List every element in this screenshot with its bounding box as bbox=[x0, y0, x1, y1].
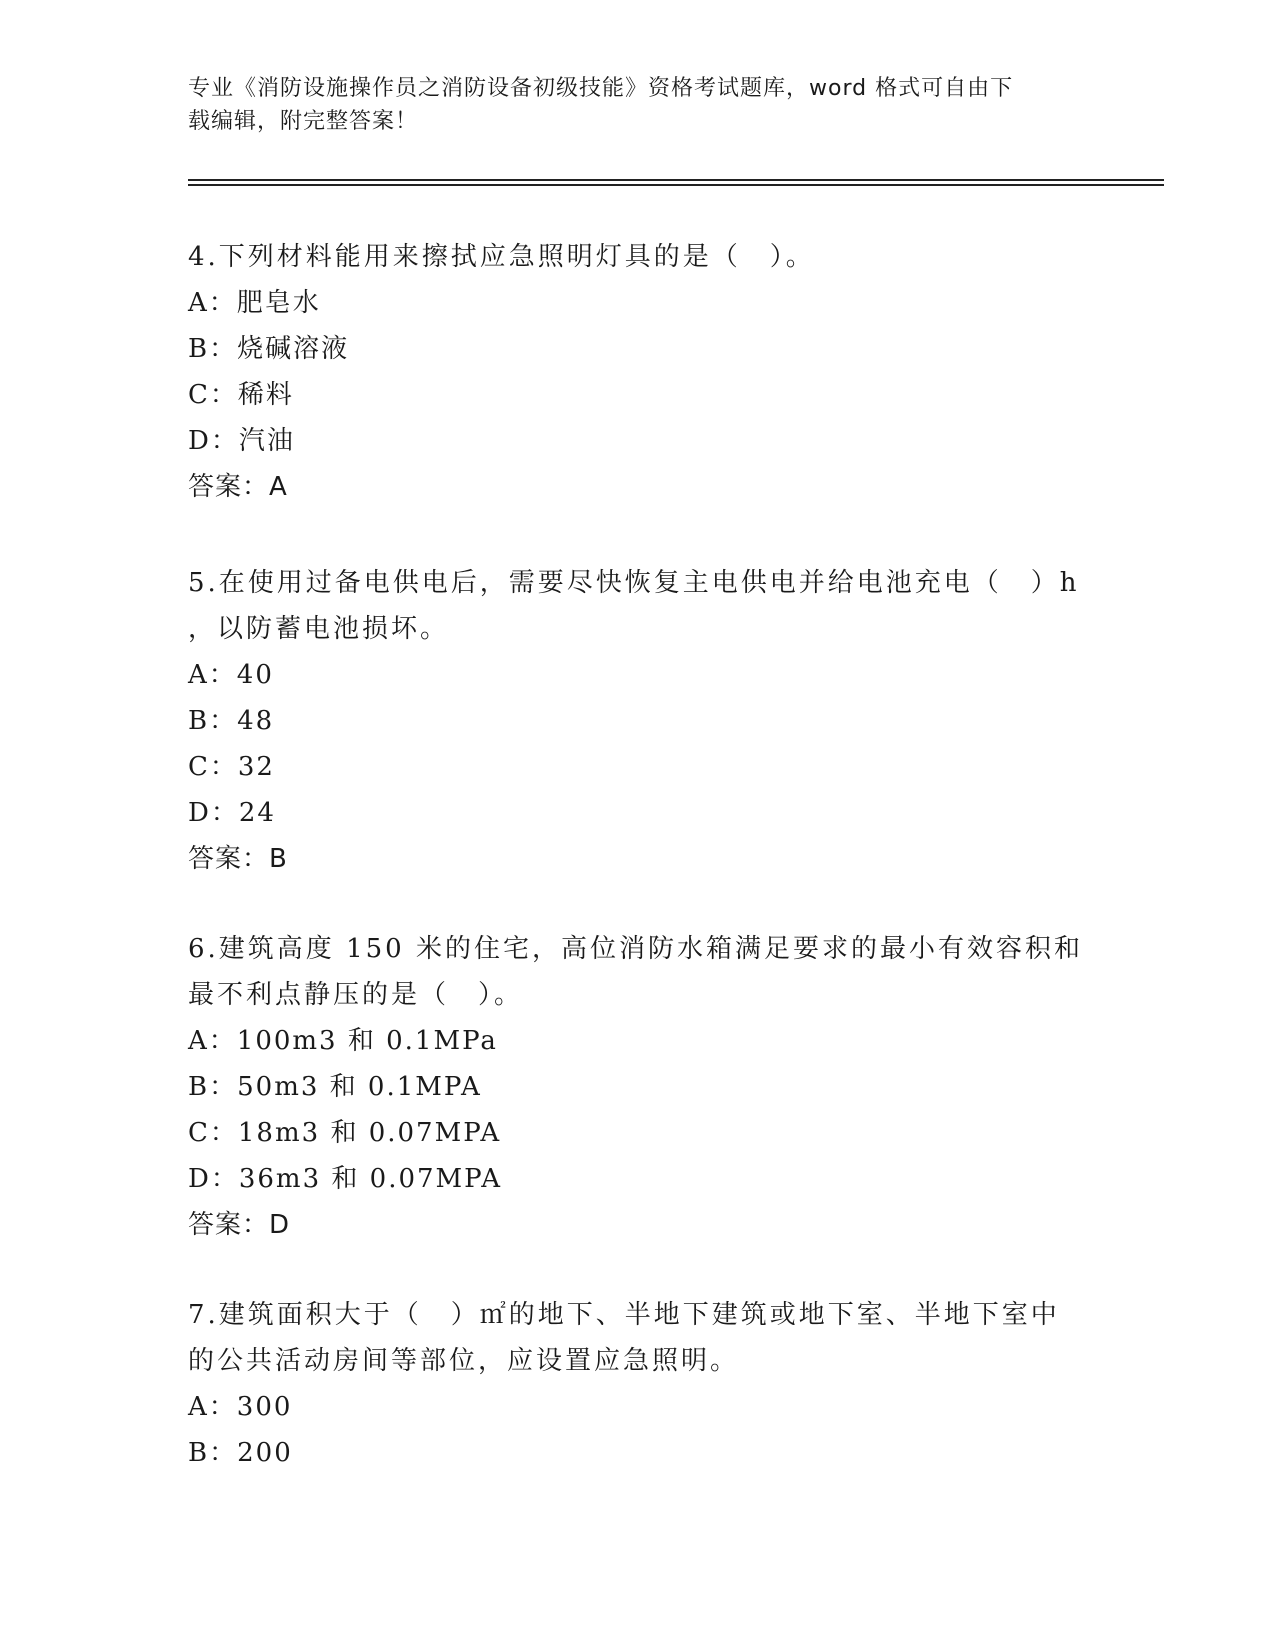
option-a: A：肥皂水 bbox=[188, 288, 321, 318]
answer: 答案：D bbox=[188, 1210, 291, 1240]
option-b: B：48 bbox=[188, 706, 275, 736]
answer: 答案：B bbox=[188, 844, 288, 874]
question-stem-line-2: ，以防蓄电池损坏。 bbox=[188, 614, 450, 644]
header-line-1: 专业《消防设施操作员之消防设备初级技能》资格考试题库，word 格式可自由下 bbox=[188, 76, 1014, 101]
option-d: D：汽油 bbox=[188, 426, 295, 456]
question-stem-line-2: 最不利点静压的是（ ）。 bbox=[188, 980, 524, 1010]
question-stem-line-1: 6.建筑高度 150 米的住宅，高位消防水箱满足要求的最小有效容积和 bbox=[188, 934, 1083, 964]
question-stem-line-1: 5.在使用过备电供电后，需要尽快恢复主电供电并给电池充电（ ）h bbox=[188, 568, 1080, 598]
question-4 bbox=[188, 234, 1088, 510]
question-6 bbox=[188, 926, 1088, 1248]
option-c: C：32 bbox=[188, 752, 275, 782]
option-a: A：100m3 和 0.1MPa bbox=[188, 1026, 498, 1056]
option-a: A：300 bbox=[188, 1392, 293, 1422]
option-d: D：36m3 和 0.07MPA bbox=[188, 1164, 503, 1194]
question-stem-line-1: 7.建筑面积大于（ ）㎡的地下、半地下建筑或地下室、半地下室中 bbox=[188, 1300, 1060, 1330]
question-5 bbox=[188, 560, 1088, 882]
option-c: C：稀料 bbox=[188, 380, 294, 410]
option-b: B：200 bbox=[188, 1438, 293, 1468]
header-divider-top bbox=[188, 179, 1164, 181]
header-divider-bottom bbox=[188, 184, 1164, 186]
option-c: C：18m3 和 0.07MPA bbox=[188, 1118, 502, 1148]
question-7 bbox=[188, 1292, 1088, 1476]
option-a: A：40 bbox=[188, 660, 274, 690]
answer: 答案：A bbox=[188, 472, 288, 502]
header-line-2: 载编辑，附完整答案！ bbox=[188, 109, 419, 134]
option-b: B：50m3 和 0.1MPA bbox=[188, 1072, 482, 1102]
question-stem: 4.下列材料能用来擦拭应急照明灯具的是（ ）。 bbox=[188, 242, 815, 272]
document-header bbox=[188, 72, 1068, 138]
question-stem-line-2: 的公共活动房间等部位，应设置应急照明。 bbox=[188, 1346, 740, 1376]
option-d: D：24 bbox=[188, 798, 276, 828]
option-b: B：烧碱溶液 bbox=[188, 334, 350, 364]
